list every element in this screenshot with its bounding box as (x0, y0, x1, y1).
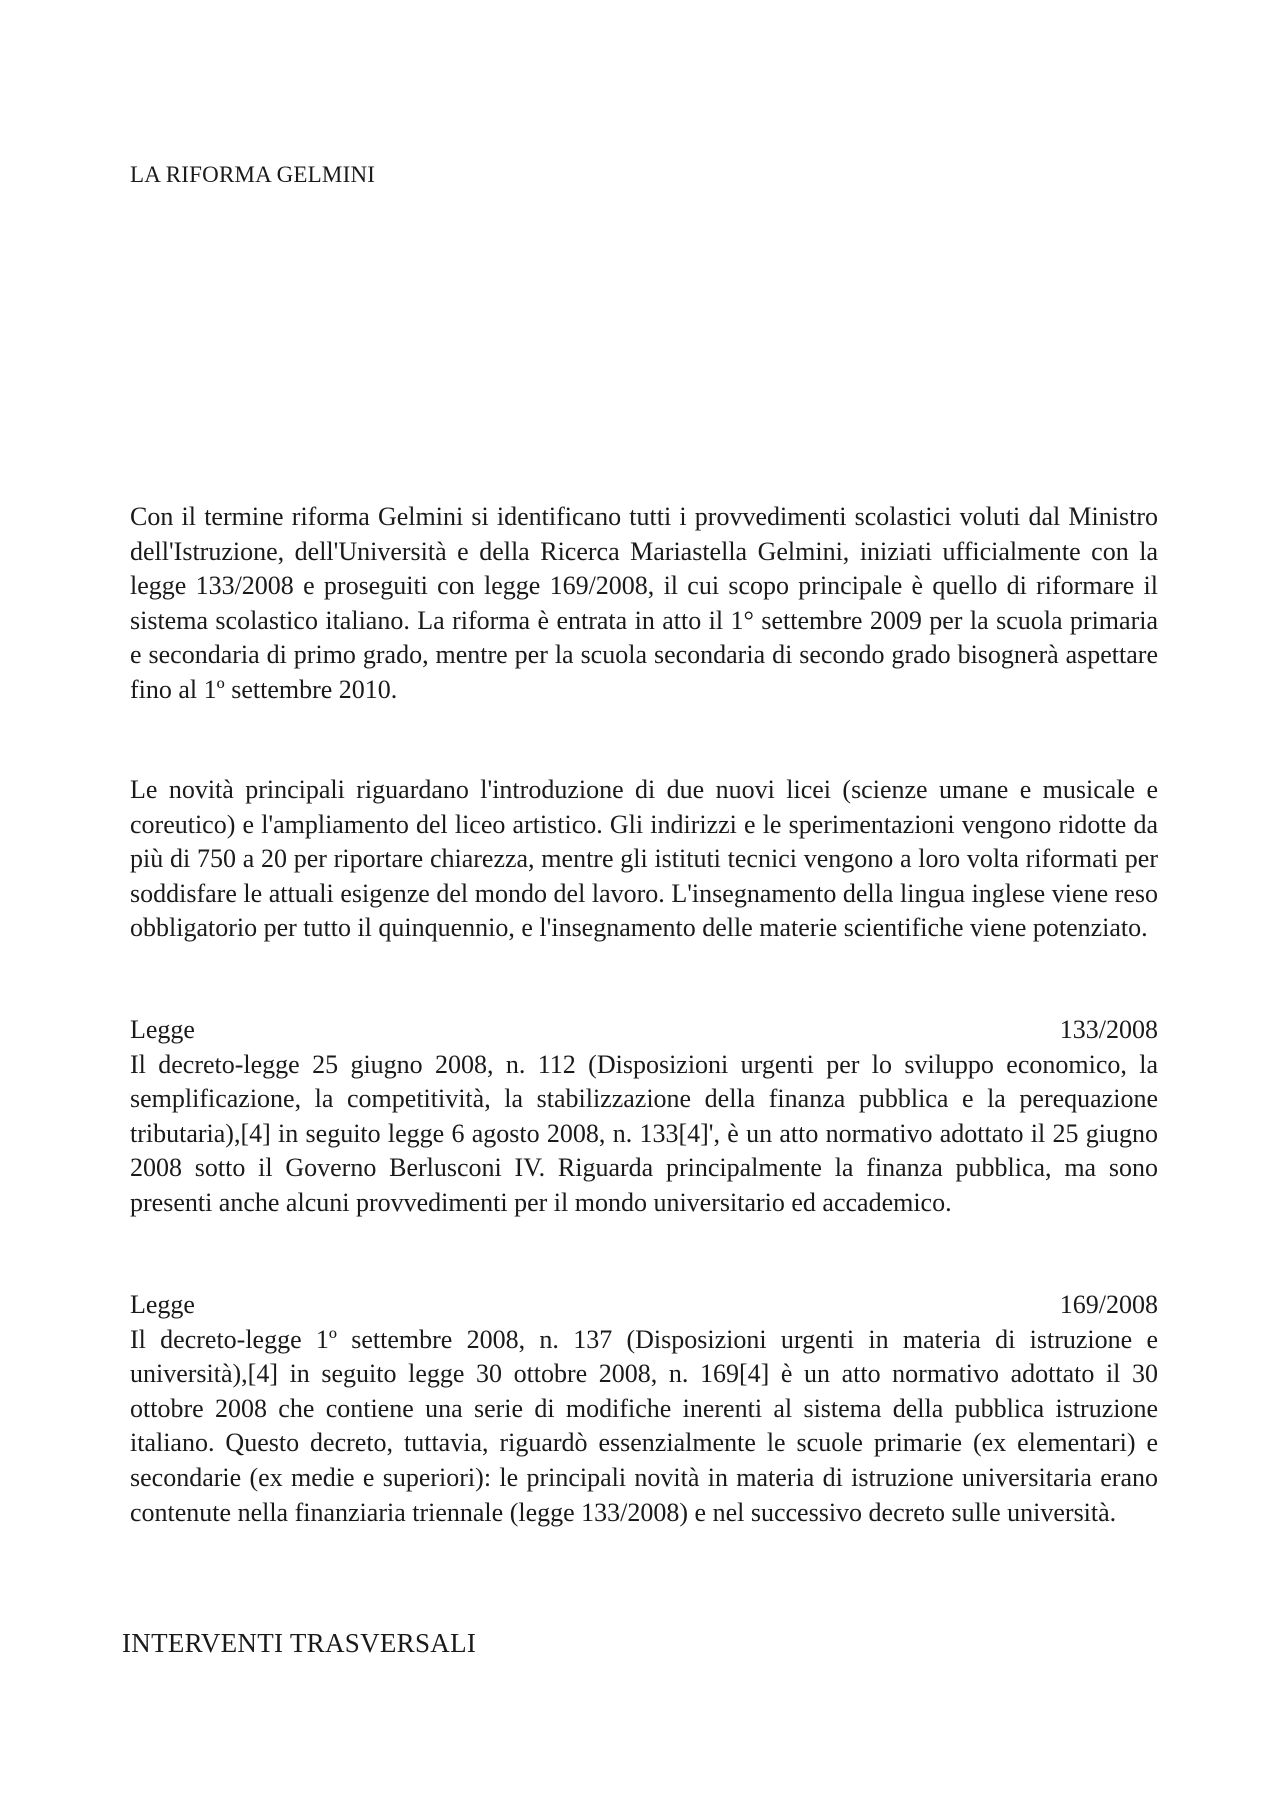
section-title-interventi: INTERVENTI TRASVERSALI (122, 1628, 477, 1658)
legge-169-text: Il decreto-legge 1º settembre 2008, n. 137 (Disposizioni urgenti in materia di istruzione e università),[4] in seguito legge 30 ottobre 2008, n. 169[4] è un atto normativo adottato il 30 ottobre 2008 che contiene una serie di modifiche inerenti al sistema della pubblica istruzione italiano. Questo decreto, tuttavia, riguardò essenzialmente le scuole primarie (ex elementari) e secondarie (ex medie e superiori): le principali novità in materia di istruzione universitaria erano contenute nella finanziaria triennale (legge 133/2008) e nel successivo decreto sulle università. (130, 1324, 1158, 1527)
paragraph-novita: Le novità principali riguardano l'introduzione di due nuovi licei (scienze umane e musicale e coreutico) e l'ampliamento del liceo artistico. Gli indirizzi e le sperimentazioni vengono ridotte da più di 750 a 20 per riportare chiarezza, mentre gli istituti tecnici vengono a loro volta riformati per soddisfare le attuali esigenze del mondo del lavoro. L'insegnamento della lingua inglese viene reso obbligatorio per tutto il quinquennio, e l'insegnamento delle materie scientifiche viene potenziato. (130, 775, 1158, 943)
legge-133-section (130, 1013, 1158, 1221)
paragraph-intro: Con il termine riforma Gelmini si identificano tutti i provvedimenti scolastici voluti dal Ministro dell'Istruzione, dell'Università e della Ricerca Mariastella Gelmini, iniziati ufficialmente con la legge 133/2008 e proseguiti con legge 169/2008, il cui scopo principale è quello di riformare il sistema scolastico italiano. La riforma è entrata in atto il 1° settembre 2009 per la scuola primaria e secondaria di primo grado, mentre per la scuola secondaria di secondo grado bisognerà aspettare fino al 1º settembre 2010. (130, 502, 1158, 704)
legge-169-heading (130, 1288, 1158, 1323)
legge-169-section (130, 1288, 1158, 1530)
legge-169-number: 169/2008 (1059, 1290, 1158, 1319)
legge-133-label: Legge (130, 1015, 195, 1044)
legge-169-label: Legge (130, 1290, 195, 1319)
legge-133-number: 133/2008 (1059, 1015, 1158, 1044)
legge-133-text: Il decreto-legge 25 giugno 2008, n. 112 (Disposizioni urgenti per lo sviluppo economico, la semplificazione, la competitività, la stabilizzazione della finanza pubblica e la perequazione tributaria),[4] in seguito legge 6 agosto 2008, n. 133[4]', è un atto normativo adottato il 25 giugno 2008 sotto il Governo Berlusconi IV. Riguarda principalmente la finanza pubblica, ma sono presenti anche alcuni provvedimenti per il mondo universitario ed accademico. (130, 1049, 1158, 1217)
document-title: LA RIFORMA GELMINI (130, 162, 376, 187)
legge-133-heading (130, 1013, 1158, 1048)
